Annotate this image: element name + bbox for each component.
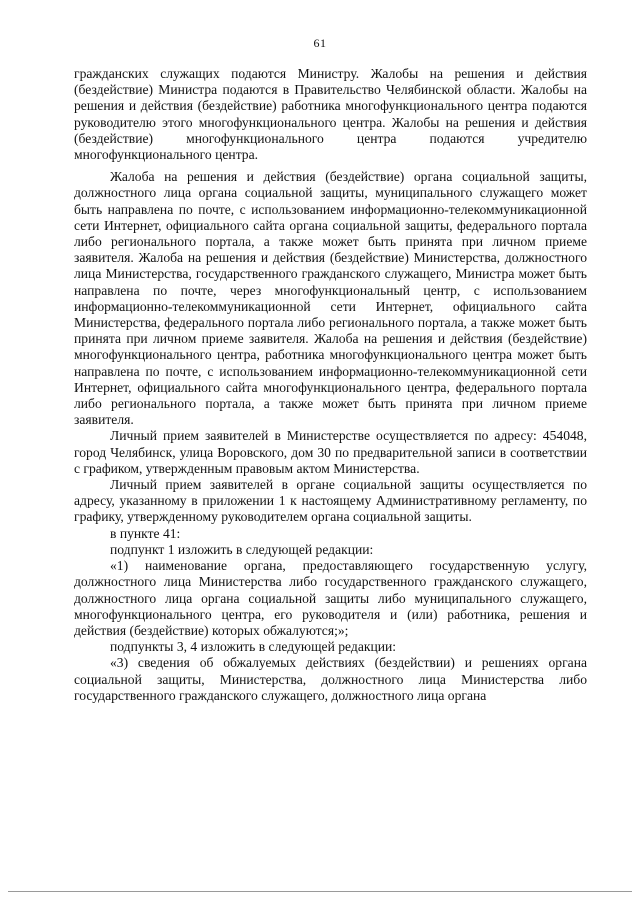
paragraph-continuation: гражданских служащих подаются Министру. Жалобы на решения и действия (бездействие) Министра подаются в Правительство Челябинской области. Жалобы на решения и действия (бездействие) работника многофункционального центра подаются руководителю этого многофункционального центра. Жалобы на решения и действия (бездействие) многофункционального центра подаются учредителю многофункционального центра. <box>74 66 587 163</box>
paragraph-point-41: в пункте 41: <box>110 525 181 541</box>
paragraph-subpoints-3-4-intro: подпункты 3, 4 изложить в следующей редакции: <box>110 639 397 655</box>
paragraph-subpoint-1-text: «1) наименование органа, предоставляющего государственную услугу, должностного лица Министерства либо государственного гражданского служащего, должностного лица органа социальной защиты либо муниципального служащего, многофункционального центра, его руководителя и (или) работника, решения и действия (бездействие) которых обжалуются;»; <box>74 558 587 638</box>
page-number: 61 <box>313 36 327 50</box>
paragraph-complaint-channels: Жалоба на решения и действия (бездействие) органа социальной защиты, должностного лица органа социальной защиты, муниципального служащего может быть направлена по почте, с использованием информационно-телекоммуникационной сети Интернет, официального сайта органа социальной защиты, федерального портала либо регионального портала, а также может быть принята при личном приеме заявителя. Жалоба на решения и действия (бездействие) Министерства, должностного лица Министерства, государственного гражданского служащего, Министра может быть направлена по почте, через многофункциональный центр, с использованием информационно-телекоммуникационной сети Интернет, официального сайта Министерства, федерального портала либо регионального портала, а также может быть принята при личном приеме заявителя. Жалоба на решения и действия (бездействие) многофункционального центра, работника многофункционального центра может быть направлена по почте, с использованием информационно-телекоммуникационной сети Интернет, официального сайта многофункционального центра, федерального портала либо регионального портала, а также может быть принята при личном приеме заявителя. <box>74 169 587 428</box>
bottom-divider <box>8 891 632 892</box>
paragraph-ministry-reception: Личный прием заявителей в Министерстве осуществляется по адресу: 454048, город Челябинск, улица Воровского, дом 30 по предварительной записи в соответствии с графиком, утвержденным правовым актом Министерства. <box>74 428 587 476</box>
document-body <box>74 66 587 704</box>
paragraph-subpoint-1-intro: подпункт 1 изложить в следующей редакции: <box>110 541 374 557</box>
paragraph-subpoint-3-text: «3) сведения об обжалуемых действиях (бездействии) и решениях органа социальной защиты, Министерства, должностного лица Министерства либо государственного гражданского служащего, должностного лица органа <box>74 655 587 703</box>
paragraph-social-protection-reception: Личный прием заявителей в органе социальной защиты осуществляется по адресу, указанному в приложении 1 к настоящему Административному регламенту, по графику, утвержденному руководителем органа социальной защиты. <box>74 477 587 525</box>
